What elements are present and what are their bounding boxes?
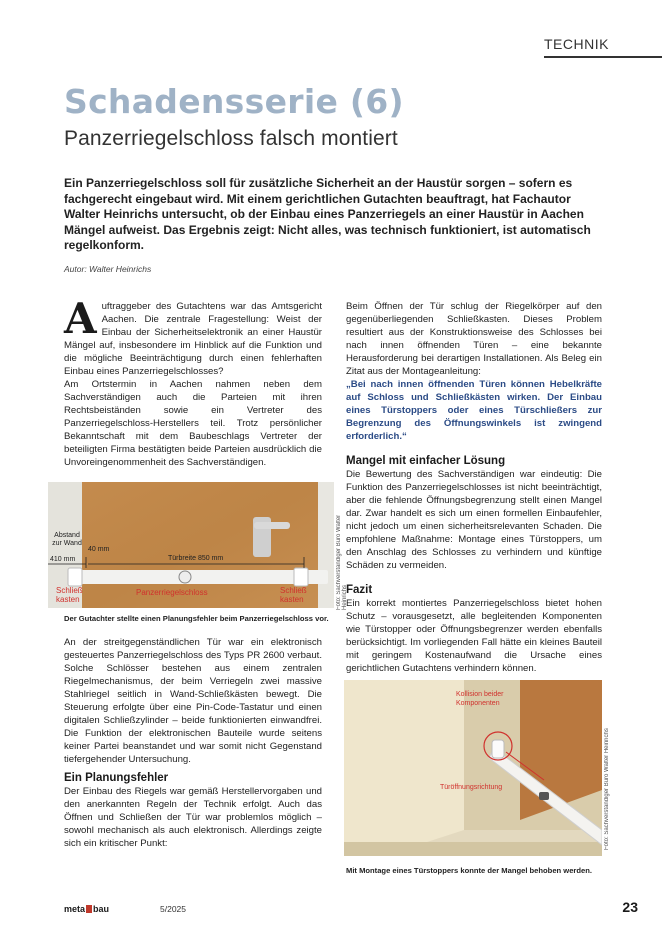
label-40: 40 mm	[88, 546, 110, 553]
label-schliesskasten-left: Schließ kasten	[56, 586, 83, 604]
heading-mangel: Mangel mit einfacher Lösung	[346, 455, 506, 467]
page-number: 23	[622, 899, 638, 915]
label-kollision: Kollision beider Komponenten	[456, 691, 504, 707]
left-paragraph-1: uftraggeber des Gutachtens war das Amtsgericht Aachen. Die zentrale Fragestellung: Weist der Einbau der Sicherheitselektronik an einer Haustür Mängel auf, insbesondere im Hinblick auf die Funktion und die mögliche Beeinträchtigung durch einen fehlerhaften Einbau eines Panzerriegelschlosses?	[64, 301, 322, 377]
right-paragraph-1: Beim Öffnen der Tür schlug der Riegelkörper auf den gegenüberliegenden Schließkasten. Dieses Problem resultiert aus der Konstruktionsweise des Schlosses bei nach innen öffnenden Türen – eine bekannte Herausforderung bei derartigen Installationen. Als Beleg ein Zitat aus der Montageanleitung:	[346, 301, 602, 377]
label-panzerriegelschloss: Panzerriegelschloss	[136, 588, 208, 597]
left-paragraph-4: Der Einbau des Riegels war gemäß Herstellervorgaben und den anerkannten Regeln der Technik erfolgt. Auch das Öffnen und Schließen der Tür war problemlos möglich – sowohl mechanisch als auch elektronisch. Allerdings zeigte sich ein kritischer Punkt:	[64, 786, 322, 849]
label-tuerbreite: Türbreite 850 mm	[168, 555, 224, 562]
right-column	[346, 300, 602, 675]
article-title: Schadensserie (6)	[64, 82, 404, 121]
figure-doorstop-photo	[344, 680, 602, 856]
figure1-caption: Der Gutachter stellte einen Planungsfehler beim Panzerriegelschloss vor.	[64, 614, 329, 623]
label-abstand: Abstand zur Wand	[52, 532, 82, 547]
right-paragraph-2: Die Bewertung des Sachverständigen war eindeutig: Die Funktion des Panzerriegelschlosses ist nicht beeinträchtigt, aber die fehlende Öffnungsbegrenzung stellt einen Mangel dar. Zwar handelt es sich um einen formellen Einbaufehler, nicht jedoch um einen sicherheitsrelevanten Schaden. Die empfohlene Maßnahme: Montage eines Türstoppers, um den Anschlag des Schlosses zu verhindern und künftige Schäden zu vermeiden.	[346, 469, 602, 571]
left-column-bottom	[64, 636, 322, 850]
article-subtitle: Panzerriegelschloss falsch montiert	[64, 127, 398, 150]
author-line: Autor: Walter Heinrichs	[64, 264, 152, 274]
figure1-credit: Foto: Sachverständiger Büro Walter Heinrichs	[336, 514, 348, 610]
left-paragraph-2: Am Ortstermin in Aachen nahmen neben dem Sachverständigen auch die Parteien mit ihren Rechtsbeiständen sowie ein Vertreter des Panzerriegelschloss-Herstellers teil. Trotz persönlicher Bekanntschaft mit dem Baubeschlags Vertreter der beteiligten Firma bestätigten beide Parteien ausdrücklich die Unvoreingenommenheit des Sachverständigen.	[64, 379, 322, 468]
heading-planungsfehler: Ein Planungsfehler	[64, 772, 169, 784]
right-paragraph-3: Ein korrekt montiertes Panzerriegelschloss bietet hohen Schutz – vorausgesetzt, alle begleitenden Komponenten wie Türstopper oder Öffnungsbegrenzer werden ebenfalls berücksichtigt. Im vorliegenden Fall hätte ein kleines Bauteil mit geringem Kostenaufwand die Ursache eines gerichtlichen Gutachtens verhindern können.	[346, 598, 602, 674]
issue-number: 5/2025	[160, 904, 186, 914]
figure2-credit: Foto: Sachverständiger Büro Walter Heinrichs	[604, 728, 610, 850]
dropcap: A	[64, 294, 97, 343]
figure-door-photo	[48, 482, 334, 608]
label-schliesskasten-right: Schließ kasten	[280, 586, 307, 604]
left-paragraph-3: An der streitgegenständlichen Tür war ein elektronisch gesteuertes Panzerriegelschloss des Typs PR 2600 verbaut. Solche Schlösser bestehen aus einem zentralen Riegelmechanismus, der beim Verriegeln zwei massive Stahlriegel seitlich in Wand-Schließkästen bewegt. Die Steuerung erfolgte über eine Pin-Code-Tastatur und einen digitalen Schließzylinder – beide funktionierten einwandfrei. Die Funktion der elektronischen Bauteile wurde seitens keiner Partei beanstandet und war somit nicht Gegenstand tiefergehender Untersuchung.	[64, 637, 322, 765]
label-410: 410 mm	[50, 556, 76, 563]
magazine-logo: meta bau	[64, 904, 110, 914]
heading-fazit: Fazit	[346, 584, 373, 596]
manual-quote: „Bei nach innen öffnenden Türen können Hebelkräfte auf Schloss und Schließkästen wirken. Der Einbau eines Türstoppers oder eines Türschließers zur Begrenzung des Öffnungswinkels ist zwingend erforderlich.“	[346, 379, 602, 442]
label-oeffnungsrichtung: Türöffnungsrichtung	[440, 784, 503, 791]
section-label: TECHNIK	[544, 36, 609, 52]
section-rule	[544, 56, 662, 58]
figure2-caption: Mit Montage eines Türstoppers konnte der Mangel behoben werden.	[346, 866, 592, 875]
article-lead: Ein Panzerriegelschloss soll für zusätzliche Sicherheit an der Haustür sorgen – sofern es fachgerecht eingebaut wird. Mit einem gerichtlichen Gutachten beauftragt, hat Fachautor Walter Heinrichs untersucht, ob der Einbau eines Panzerriegels an einer Haustür in Aachen Mängel aufweist. Das Ergebnis zeigt: Nicht alles, was technisch funktioniert, ist automatisch regelkonform.	[64, 176, 591, 252]
left-column-top	[64, 294, 322, 469]
logo-square	[86, 905, 92, 913]
